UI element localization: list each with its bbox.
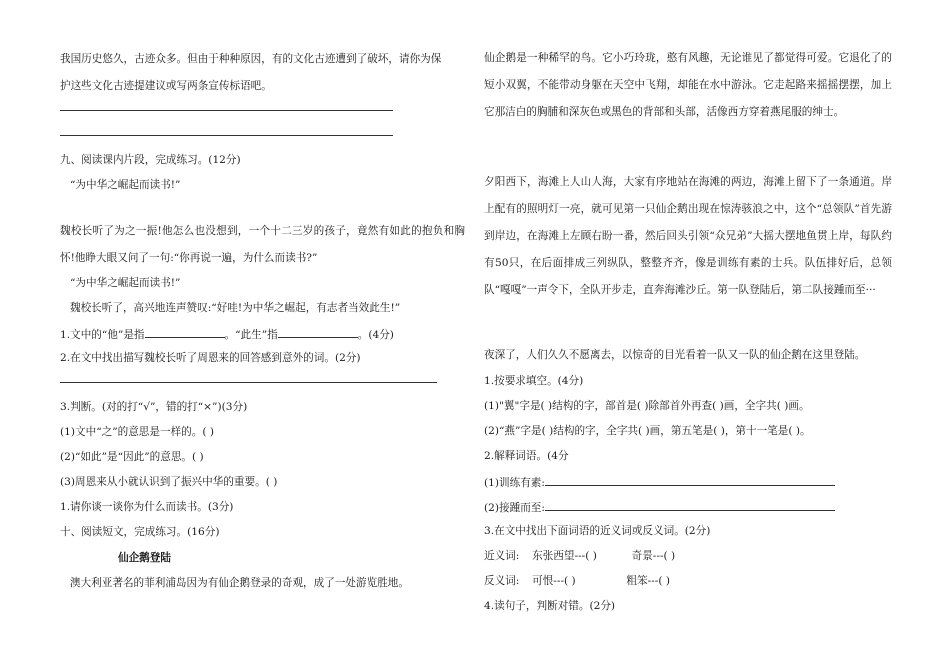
section-9-title: 九、阅读课内片段，完成练习。(12分)	[60, 154, 241, 166]
story-paragraph-3: 夕阳西下，海滩上人山人海，大家有序地站在海滩的两边，海滩上留下了一条通道。岸上配有的照明灯一亮，就可见第一只仙企鹅出现在惊涛骇浪之中，这个“总领队”首先游到岸边，在海滩上左顾右盼一番，然后回头引领“众兄弟”大摇大摆地鱼贯上岸，每队约有50只，在后面排成三列纵队，整整齐齐，像是训练有素的士兵。队伍排好后，总领队“嘎嘎”一声令下，全队开步走，直奔海滩沙丘。第一队登陆后，第二队接踵而至···	[484, 176, 892, 296]
blank-line[interactable]	[145, 326, 225, 338]
antonym-item-2: 粗笨---( )	[626, 575, 670, 587]
synonym-item-1: 东张西望---( )	[532, 550, 597, 562]
term-2: (2)接踵而至:	[484, 502, 545, 514]
passage-paragraph-2: 魏校长听了，高兴地连声赞叹:“好哇!为中华之崛起，有志者当效此生!”	[70, 302, 401, 314]
question-3: 3.在文中找出下面词语的近义词或反义词。(2分)	[484, 525, 711, 537]
question-3-item-3: (3)周恩来从小就认识到了振兴中华的重要。( )	[60, 476, 278, 488]
answer-line	[60, 110, 393, 111]
synonym-item-2: 奇景---( )	[631, 550, 676, 562]
answer-line	[60, 135, 393, 136]
question-1-part-a: 1.文中的“他”是指	[60, 329, 145, 341]
intro-line-1: 我国历史悠久，古迹众多。但由于种种原因，有的文化古迹遭到了破坏，请你为保	[60, 53, 442, 65]
question-1-item-1: (1)"翼"字是( )结构的字，部首是( )除部首外再查( )画，全字共( )画。	[484, 400, 810, 412]
question-1-part-b: 。“此生”指	[224, 329, 278, 341]
question-2-item-2	[484, 499, 835, 515]
question-1-item-2: (2)“燕”字是( )结构的字，全字共( )画，第五笔是( )，第十一笔是( )。	[484, 425, 811, 437]
antonym-label: 反义词:	[484, 575, 520, 587]
story-title: 仙企鹅登陆	[118, 552, 171, 564]
passage-paragraph-1: 魏校长听了为之一振!他怎么也没想到，一个十二三岁的孩子，竟然有如此的抱负和胸怀!他睁大眼又问了一句:“你再说一遍，为什么而读书?”	[60, 225, 465, 264]
synonym-row	[484, 549, 675, 563]
synonym-label: 近义词:	[484, 550, 520, 562]
blank-line[interactable]	[545, 474, 835, 486]
question-1	[60, 326, 394, 342]
story-paragraph-1: 澳大利亚著名的菲利浦岛因为有仙企鹅登录的奇观，成了一处游览胜地。	[70, 577, 409, 589]
question-3-item-1: (1)文中“之”的意思是一样的。( )	[60, 426, 215, 438]
section-10-title: 十、阅读短文，完成练习。(16分)	[60, 526, 220, 538]
question-1-part-c: 。(4分)	[357, 329, 394, 341]
question-2: 2.在文中找出描写魏校长听了周恩来的回答感到意外的词。(2分)	[60, 352, 361, 364]
blank-line[interactable]	[545, 499, 835, 511]
antonym-row	[484, 574, 670, 588]
term-1: (1)训练有素:	[484, 477, 545, 489]
question-4: 4.读句子，判断对错。(2分)	[484, 600, 616, 612]
question-2: 2.解释词语。(4分	[484, 450, 569, 462]
answer-line	[60, 382, 437, 383]
question-1: 1.按要求填空。(4分)	[484, 375, 584, 387]
story-paragraph-4: 夜深了，人们久久不愿离去，以惊奇的目光看着一队又一队的仙企鹅在这里登陆。	[484, 349, 866, 361]
antonym-item-1: 可恨---( )	[532, 575, 576, 587]
question-3-item-2: (2)“如此”是“因此”的意思。( )	[60, 451, 204, 463]
question-4: 1.请你谈一谈你为什么而读书。(3分)	[60, 501, 234, 513]
question-3: 3.判断。(对的打“√”，错的打“×”)(3分)	[60, 401, 248, 413]
story-paragraph-2: 仙企鹅是一种稀罕的鸟。它小巧玲珑，憨有风趣，无论谁见了都觉得可爱。它退化了的短小双翼，不能带动身躯在天空中飞翔，却能在水中游泳。它走起路来摇摇摆摆，加上它那洁白的胸脯和深灰色或黑色的背部和头部，活像西方穿着燕尾服的绅士。	[484, 52, 892, 118]
blank-line[interactable]	[278, 326, 358, 338]
quote-2: “为中华之崛起而读书!”	[70, 277, 181, 289]
question-2-item-1	[484, 474, 835, 490]
intro-line-2: 护这些文化古迹提建议或写两条宣传标语吧。	[60, 80, 272, 92]
quote-1: “为中华之崛起而读书!”	[70, 179, 181, 191]
